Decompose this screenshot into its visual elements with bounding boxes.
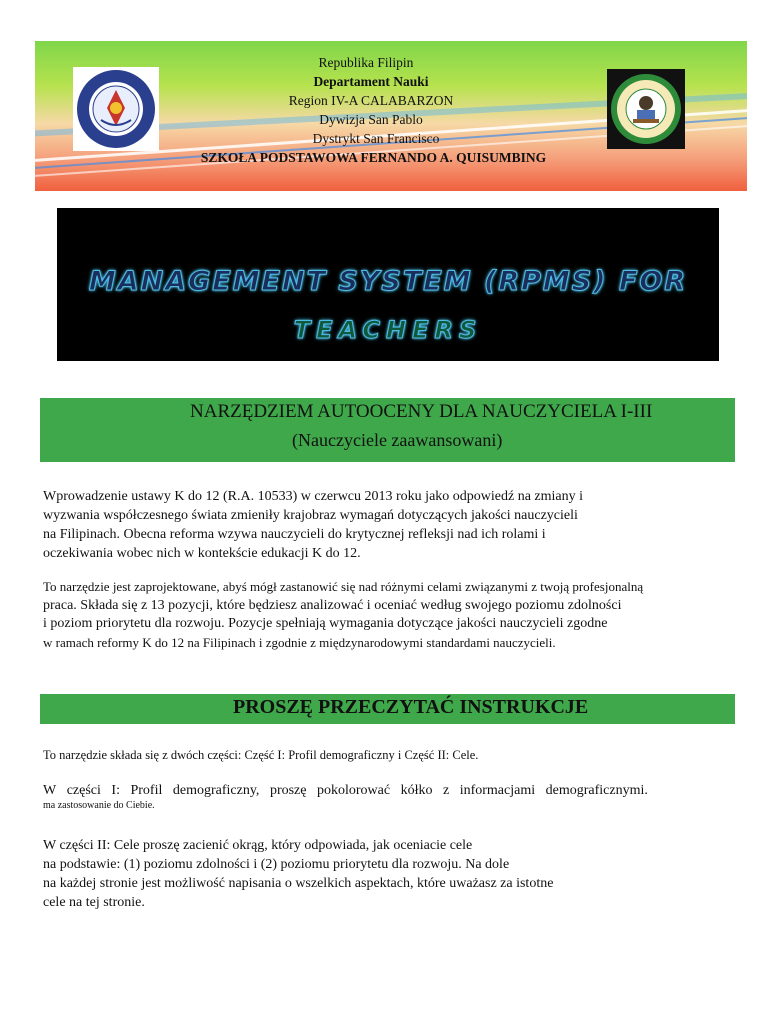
text-line: ma zastosowanie do Ciebie. xyxy=(43,800,155,811)
word: części xyxy=(66,783,101,798)
region-line: Region IV-A CALABARZON xyxy=(288,93,454,108)
text-line: wyzwania współczesnego świata zmieniły krajobraz wymagań dotyczących jakości nauczycieli xyxy=(43,508,578,523)
letterhead-text xyxy=(35,53,747,167)
text-line: Wprowadzenie ustawy K do 12 (R.A. 10533) w czerwcu 2013 roku jako odpowiedź na zmiany i xyxy=(43,489,584,504)
country-line: Republika Filipin xyxy=(318,55,414,70)
word: z xyxy=(442,783,450,798)
word: demograficznymi. xyxy=(545,783,648,798)
instructions-heading: PROSZĘ PRZECZYTAĆ INSTRUKCJE xyxy=(233,696,589,718)
intro-paragraph-1 xyxy=(43,487,693,563)
tool-title: NARZĘDZIEM AUTOOCENY DLA NAUCZYCIELA I-III xyxy=(190,401,653,422)
banner-line-1: MANAGEMENT SYSTEM (RPMS) FOR xyxy=(88,266,688,297)
text-line: praca. Składa się z 13 pozycji, które będziesz analizować i oceniać według swojego poziomu zdolności xyxy=(43,597,622,613)
intro-paragraph-2 xyxy=(43,578,693,652)
department-line: Departament Nauki xyxy=(313,74,429,89)
tool-subtitle: (Nauczyciele zaawansowani) xyxy=(292,430,503,450)
word: kółko xyxy=(400,783,433,798)
word: Profil xyxy=(130,783,163,798)
justified-line xyxy=(43,782,648,800)
instructions-paragraph-1 xyxy=(43,746,693,764)
text-line: oczekiwania wobec nich w kontekście edukacji K do 12. xyxy=(43,546,361,561)
text-line: W części II: Cele proszę zacienić okrąg, który odpowiada, jak oceniacie cele xyxy=(43,838,473,853)
word: W xyxy=(43,783,57,798)
word: demograficzny, xyxy=(172,783,260,798)
word: proszę xyxy=(269,783,307,798)
school-name: SZKOŁA PODSTAWOWA FERNANDO A. QUISUMBING xyxy=(200,150,547,165)
district-line: Dystrykt San Francisco xyxy=(312,131,440,146)
division-line: Dywizja San Pablo xyxy=(319,112,423,127)
text-line: i poziom priorytetu dla rozwoju. Pozycje spełniają wymagania dotyczące jakości nauczycieli zgodne xyxy=(43,616,608,631)
tool-title-box xyxy=(40,398,735,462)
banner-line-2: TEACHERS xyxy=(293,316,483,344)
text-line: w ramach reformy K do 12 na Filipinach i zgodnie z międzynarodowymi standardami nauczycieli. xyxy=(43,634,556,650)
instructions-paragraph-3 xyxy=(43,836,693,912)
letterhead xyxy=(35,41,747,191)
text-line: na podstawie: (1) poziomu zdolności i (2) poziomu priorytetu dla rozwoju. Na dole xyxy=(43,857,510,872)
text-line: na Filipinach. Obecna reforma wzywa nauczycieli do krytycznej refleksji nad ich rolami i xyxy=(43,527,546,542)
text-line: na każdej stronie jest możliwość napisania o wszelkich aspektach, które uważasz za istotne xyxy=(43,876,554,891)
text-line: To narzędzie jest zaprojektowane, abyś mógł zastanowić się nad różnymi celami związanymi z twoją profesjonalną xyxy=(43,579,644,594)
word: pokolorować xyxy=(316,783,391,798)
text-line: To narzędzie składa się z dwóch części: Część I: Profil demograficzny i Część II: Cele. xyxy=(43,748,479,762)
text-line: cele na tej stronie. xyxy=(43,895,145,910)
word: I: xyxy=(111,783,120,798)
instructions-heading-box xyxy=(40,694,735,724)
word: informacjami xyxy=(459,783,536,798)
instructions-paragraph-2 xyxy=(43,782,693,812)
rpms-banner xyxy=(57,208,719,361)
